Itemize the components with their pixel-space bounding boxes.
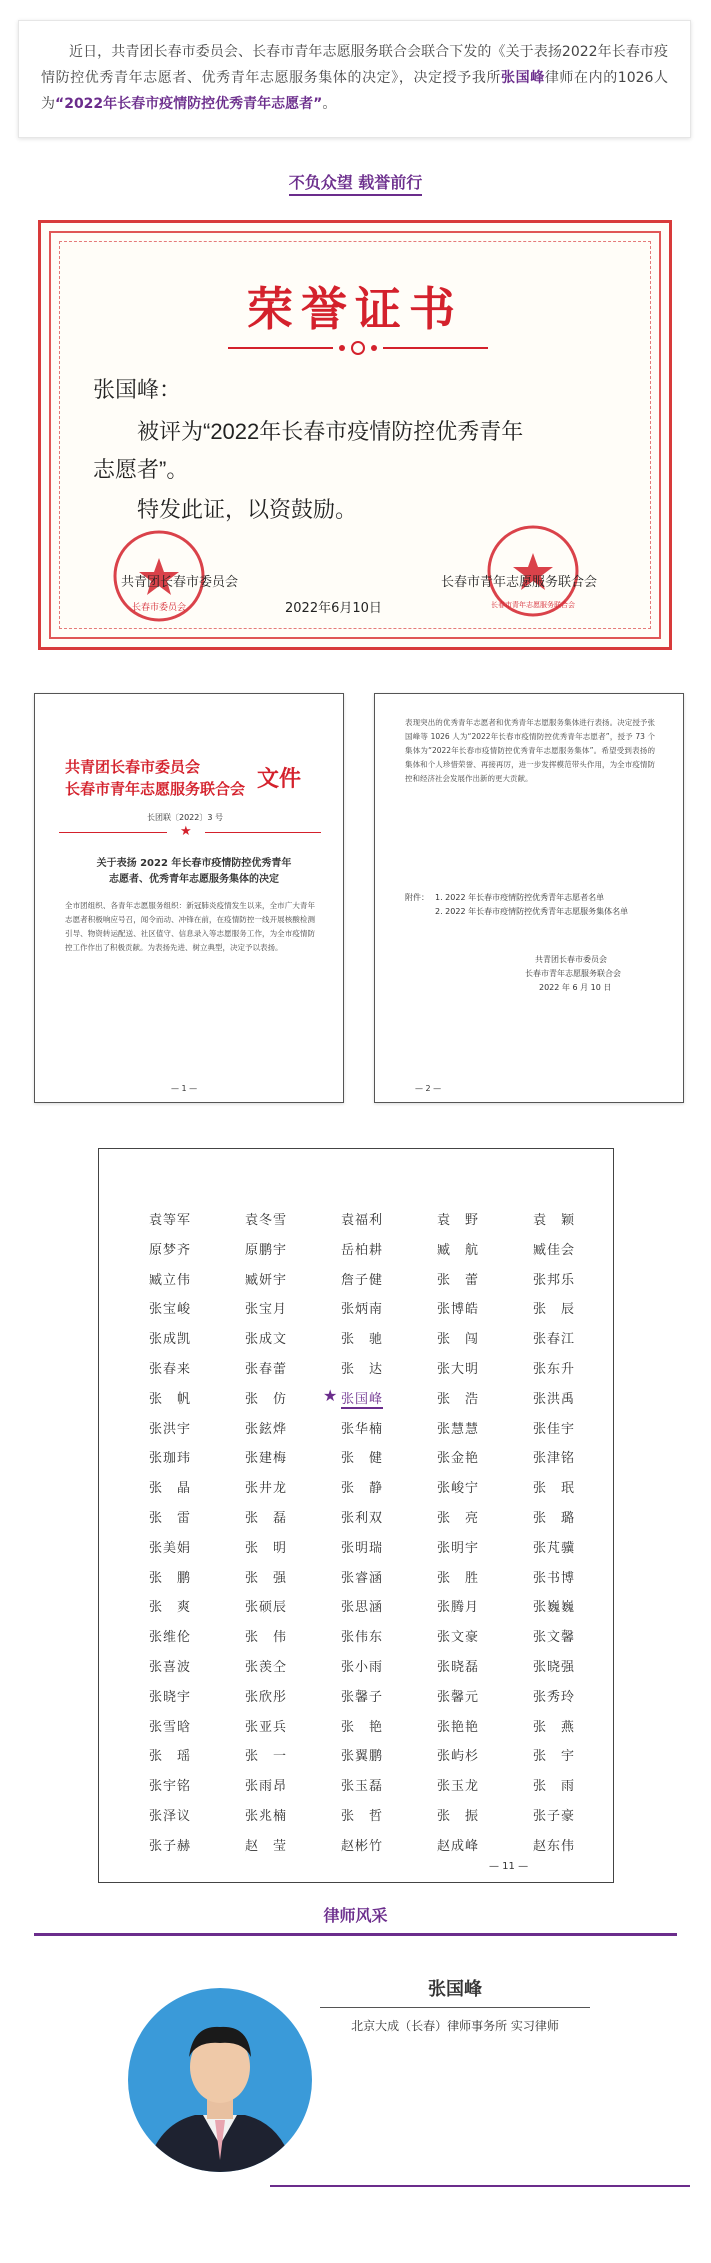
name-list-item: 张华楠 — [341, 1421, 384, 1437]
section-title-honor — [0, 170, 711, 193]
name-list-item: 张宝峻 — [149, 1302, 192, 1318]
name-list-item: 臧妍宇 — [245, 1272, 288, 1288]
name-list-item: 张羡仝 — [245, 1660, 288, 1675]
name-list-item: 张春蕾 — [245, 1362, 288, 1377]
name-list-item: 张博皓 — [437, 1302, 480, 1318]
name-list-item: 原梦齐 — [149, 1242, 192, 1258]
name-list-item: 张峻宁 — [437, 1481, 480, 1497]
document-body-2: 表现突出的优秀青年志愿者和优秀青年志愿服务集体进行表扬。决定授予张国峰等 1026 人为“2022年长春市疫情防控优秀青年志愿者”，授予 73 个集体为“2022年长春市疫情防控优秀青年志愿服务集体”。希望受到表扬的集体和个人珍惜荣誉、再接再厉，进一步发挥模范带头作用，为全市疫情防控和经济社会发展作出新的更大贡献。 — [405, 718, 655, 783]
name-list-item: 张艳艳 — [437, 1719, 480, 1735]
name-list-item: 张睿涵 — [341, 1570, 384, 1586]
name-list-item: 臧 航 — [437, 1242, 480, 1258]
name-list-item: 张 雷 — [149, 1511, 192, 1526]
document-org-line-1: 共青团长春市委员会 — [65, 758, 201, 776]
name-list-item: 赵东伟 — [533, 1838, 576, 1854]
document-number: 长团联〔2022〕3 号 — [147, 813, 223, 822]
name-list-item: 张腾月 — [437, 1600, 480, 1616]
name-list-item: 张子赫 — [149, 1838, 192, 1854]
name-list-item: 张明瑞 — [341, 1540, 384, 1556]
name-list-item: 张 亮 — [437, 1511, 480, 1526]
name-list-item: 张玉龙 — [437, 1779, 480, 1795]
name-list-page — [98, 1148, 614, 1883]
name-list-item: 张井龙 — [245, 1481, 288, 1497]
name-list-item: 张 一 — [245, 1749, 288, 1765]
name-list-item: 赵彬竹 — [341, 1838, 384, 1854]
certificate-ornament-icon — [228, 339, 488, 357]
name-list-item: 张建梅 — [245, 1451, 288, 1467]
section-title-lawyer-text: 律师风采 — [323, 1906, 388, 1925]
name-list-item: 张炳南 — [341, 1302, 384, 1318]
name-list-item: 张佳宇 — [533, 1421, 576, 1437]
certificate-line-3: 特发此证，以资鼓励。 — [137, 497, 358, 522]
certificate-recipient: 张国峰： — [93, 377, 182, 402]
document-star-icon: ★ — [180, 824, 192, 839]
name-list-item: 张 晶 — [149, 1481, 192, 1497]
name-list-item: 张文豪 — [437, 1630, 480, 1646]
name-list-page-number: — 11 — — [489, 1861, 529, 1872]
document-attach-label: 附件： — [405, 893, 429, 902]
name-list-item: 张雨昂 — [245, 1779, 288, 1795]
document-page-2 — [374, 693, 684, 1103]
name-list-item: 张宝月 — [245, 1302, 288, 1318]
name-list-item: 张屿杉 — [437, 1749, 480, 1765]
name-list-item: 张泽议 — [149, 1809, 192, 1824]
name-list-item: 张晓磊 — [437, 1660, 480, 1675]
name-list-item: 张伟东 — [341, 1630, 384, 1646]
name-list-item: 张津铭 — [533, 1451, 576, 1467]
certificate-date: 2022年6月10日 — [285, 601, 382, 616]
name-list-item: 张 瑶 — [149, 1749, 192, 1765]
name-list-item: 袁 颖 — [533, 1213, 576, 1228]
name-list-item: 张东升 — [533, 1362, 576, 1377]
intro-text-3: 。 — [322, 96, 337, 112]
document-sign-1: 共青团长春市委员会 — [535, 955, 607, 964]
name-list-item: 张 珉 — [533, 1481, 576, 1497]
name-list-item: 张鉉烨 — [245, 1421, 288, 1437]
name-list-item: 张 闯 — [437, 1332, 480, 1348]
name-list-item: 张喜波 — [149, 1660, 192, 1675]
document-body-1: 全市团组织、各青年志愿服务组织：新冠肺炎疫情发生以来，全市广大青年志愿者积极响应号召，闻令而动、冲锋在前，在疫情防控一线开展核酸检测引导、物资转运配送、社区值守、信息录入等志愿服务工作，为全市疫情防控工作作出了积极贡献。为表扬先进、树立典型，决定予以表扬。 — [65, 901, 315, 952]
intro-paragraph — [18, 20, 691, 138]
name-list-item: 张子豪 — [533, 1809, 576, 1824]
document-page-number-2: — 2 — — [415, 1084, 442, 1093]
name-list-item: 张馨子 — [341, 1689, 384, 1705]
svg-text:长春市青年志愿服务联合会: 长春市青年志愿服务联合会 — [491, 601, 575, 609]
name-list-item: 张 帆 — [149, 1391, 192, 1407]
name-list-item: 张书博 — [533, 1570, 576, 1586]
name-list-item: 张 艳 — [341, 1719, 384, 1735]
name-list-item: 张成凯 — [149, 1332, 192, 1348]
certificate-title: 荣誉证书 — [247, 282, 463, 336]
document-title-1: 关于表扬 2022 年长春市疫情防控优秀青年 — [96, 858, 292, 869]
section-title-text: 不负众望 载誉前行 — [289, 173, 423, 196]
name-list-item: 张晓强 — [533, 1660, 576, 1675]
name-list-item: 岳柏耕 — [341, 1242, 384, 1258]
name-list-item: 张明宇 — [437, 1540, 480, 1556]
name-list-item: 张欣彤 — [245, 1689, 288, 1705]
name-list-item: 袁福利 — [341, 1213, 384, 1228]
name-list-item: 张 驰 — [341, 1332, 384, 1348]
document-org-line-2: 长春市青年志愿服务联合会 — [65, 780, 246, 798]
name-list-item: 张 辰 — [533, 1302, 576, 1318]
document-date: 2022 年 6 月 10 日 — [539, 983, 612, 992]
name-list-item: 张金艳 — [437, 1451, 480, 1467]
svg-text:长春市委员会: 长春市委员会 — [131, 603, 187, 613]
name-list-item: 臧佳会 — [533, 1242, 576, 1258]
document-sign-2: 长春市青年志愿服务联合会 — [525, 969, 621, 978]
name-list-item: 张思涵 — [341, 1600, 384, 1616]
name-list-item: 张 胜 — [437, 1570, 480, 1586]
name-list-item: 张晓宇 — [149, 1689, 192, 1705]
document-suffix: 文件 — [257, 766, 302, 792]
name-list-item: 张 宇 — [533, 1749, 576, 1765]
lawyer-role: 北京大成（长春）律师事务所 实习律师 — [351, 2019, 559, 2033]
name-list-item: 张 健 — [341, 1451, 384, 1467]
name-list-item: 张 磊 — [245, 1511, 288, 1526]
name-list-item: 张馨元 — [437, 1689, 480, 1705]
certificate-issuer-left: 共青团长春市委员会 — [121, 575, 239, 590]
name-list-item: 张 达 — [341, 1362, 384, 1377]
intro-highlight: “2022年长春市疫情防控优秀青年志愿者” — [55, 96, 323, 112]
certificate-line-2: 志愿者”。 — [93, 457, 189, 482]
name-list-item: 臧立伟 — [149, 1272, 192, 1288]
name-list-item: 张 静 — [341, 1481, 384, 1497]
bottom-divider — [270, 2185, 690, 2187]
name-list-item: 张春来 — [149, 1362, 192, 1377]
intro-text-2: 律师在内的1026人为 — [41, 70, 669, 112]
name-list-item: 张 蕾 — [437, 1272, 480, 1288]
intro-text-1: 近日，共青团长春市委员会、长春市青年志愿服务联合会联合下发的《关于表扬2022年长春市疫情防控优秀青年志愿者、优秀青年志愿服务集体的决定》，决定授予我所 — [41, 44, 668, 86]
name-list-item: 张维伦 — [149, 1630, 192, 1646]
honor-certificate — [38, 220, 672, 650]
name-list-item: 张 强 — [245, 1570, 288, 1586]
certificate-line-1: 被评为“2022年长春市疫情防控优秀青年 — [137, 419, 524, 444]
name-list-item: 张春江 — [533, 1332, 576, 1348]
highlight-star-icon: ★ — [323, 1385, 338, 1405]
name-list-item: 张洪宇 — [149, 1421, 192, 1437]
name-list-item: 张巍巍 — [533, 1600, 576, 1616]
section-title-lawyer — [0, 1903, 711, 1926]
name-list-item: 张玉磊 — [341, 1779, 384, 1795]
name-list-item: 张亚兵 — [245, 1719, 288, 1735]
name-list-item: 张大明 — [437, 1362, 480, 1377]
name-list-item: 张美娟 — [149, 1540, 192, 1556]
name-list-item: 张文馨 — [533, 1630, 576, 1646]
divider-bar — [34, 1933, 677, 1936]
name-list-item: 张芃骥 — [533, 1540, 576, 1556]
name-list-item: 张 鹏 — [149, 1570, 192, 1586]
name-list-item: 张邦乐 — [533, 1272, 576, 1288]
certificate-issuer-right: 长春市青年志愿服务联合会 — [441, 575, 598, 590]
name-list-item: 张洪禹 — [533, 1391, 576, 1407]
name-list-item: 原鹏宇 — [245, 1242, 288, 1258]
name-list-item: 张 璐 — [533, 1511, 576, 1526]
name-list-item: 袁等军 — [149, 1213, 192, 1228]
name-list-item: 张 雨 — [533, 1779, 576, 1795]
name-list-item: 张兆楠 — [245, 1809, 288, 1824]
name-list-item: 袁冬雪 — [245, 1213, 288, 1228]
name-list-item: 张 伟 — [245, 1630, 288, 1646]
highlighted-name: 张国峰 — [341, 1388, 383, 1409]
document-attach-2: 2. 2022 年长春市疫情防控优秀青年志愿服务集体名单 — [435, 907, 629, 916]
name-list-item: 张翼鹏 — [341, 1749, 384, 1765]
name-list-item: 赵成峰 — [437, 1838, 480, 1854]
lawyer-name: 张国峰 — [428, 1979, 482, 2000]
name-list-item: 张慧慧 — [437, 1421, 480, 1437]
name-list-item: 袁 野 — [437, 1213, 480, 1228]
document-title-2: 志愿者、优秀青年志愿服务集体的决定 — [109, 874, 279, 885]
lawyer-portrait-avatar — [125, 1985, 315, 2175]
name-list-item: 张 浩 — [437, 1391, 480, 1407]
name-list-item: 赵 莹 — [245, 1838, 288, 1854]
name-list-item: 张宇铭 — [149, 1779, 192, 1795]
name-list-item: 张 仿 — [245, 1391, 288, 1407]
name-list-item: 张硕辰 — [245, 1600, 288, 1616]
lawyer-name-underline — [320, 2007, 590, 2008]
name-list-item: 张 振 — [437, 1809, 480, 1824]
name-list-item: 张 燕 — [533, 1719, 576, 1735]
document-page-number-1: — 1 — — [171, 1084, 198, 1093]
document-attach-1: 1. 2022 年长春市疫情防控优秀青年志愿者名单 — [435, 893, 605, 902]
name-list-item: 张 明 — [245, 1540, 288, 1556]
name-list-item: 张珈玮 — [149, 1451, 192, 1467]
name-list-item: 张小雨 — [341, 1660, 384, 1675]
name-list-item: 詹子健 — [341, 1272, 384, 1288]
name-list-item: 张成文 — [245, 1332, 288, 1348]
name-list-item: 张 爽 — [149, 1600, 192, 1616]
name-list-item: 张秀玲 — [533, 1689, 576, 1705]
name-list-item: 张利双 — [341, 1511, 384, 1526]
name-list-item: 张 哲 — [341, 1809, 384, 1824]
name-list-item: 张雪晗 — [149, 1719, 192, 1735]
document-page-1 — [34, 693, 344, 1103]
intro-person-name: 张国峰 — [501, 70, 545, 86]
